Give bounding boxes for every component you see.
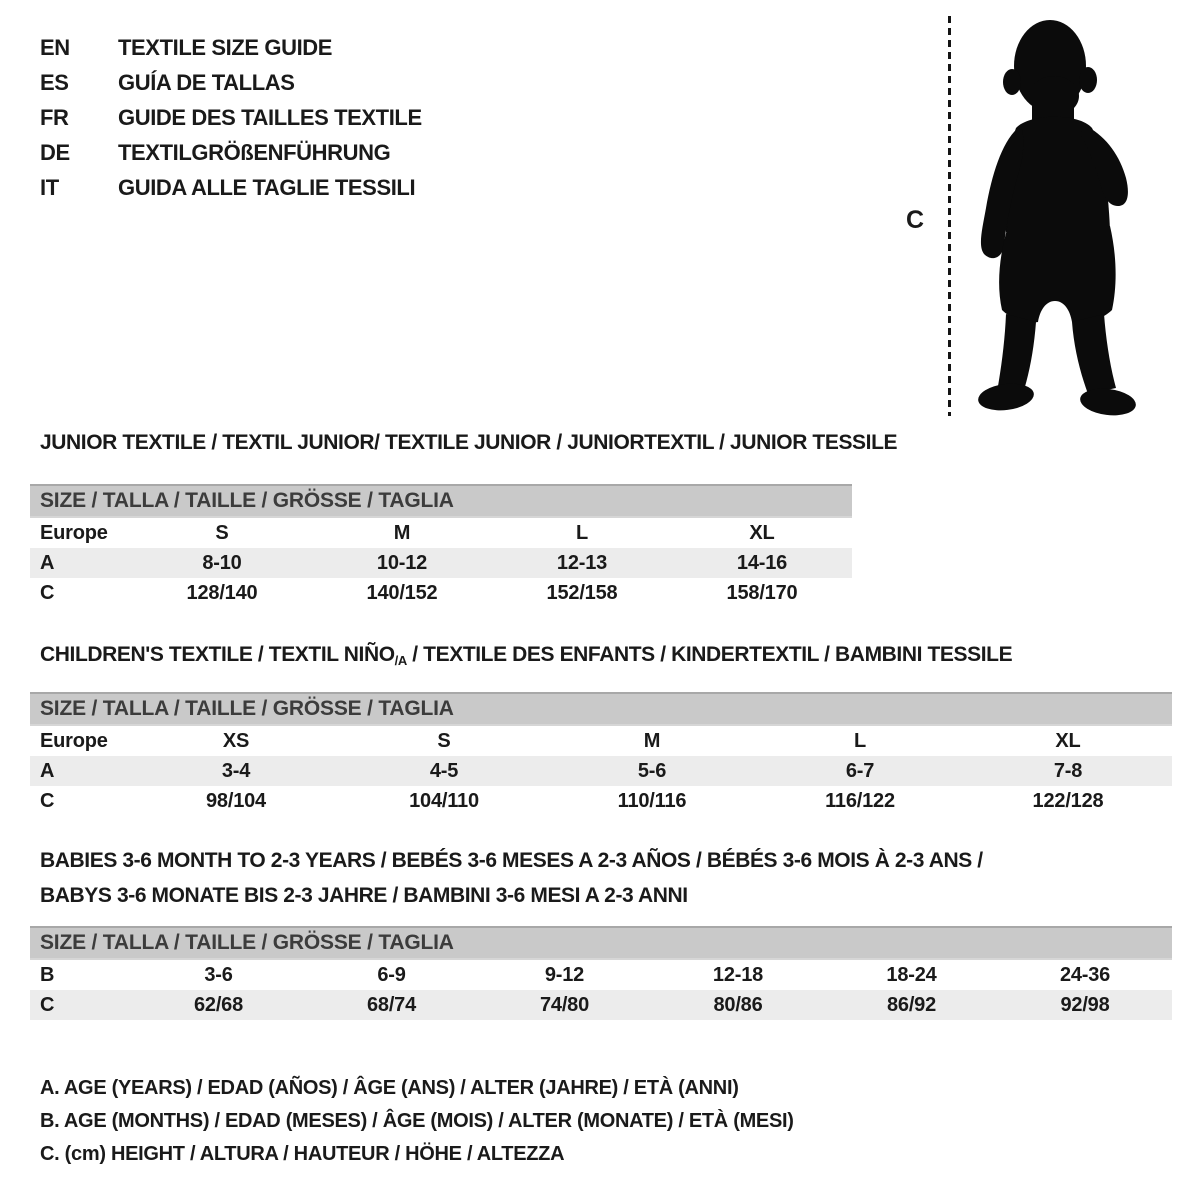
children-title-main: CHILDREN'S TEXTILE / TEXTIL NIÑO <box>40 643 395 666</box>
language-row <box>40 65 422 100</box>
junior-section-title: JUNIOR TEXTILE / TEXTIL JUNIOR/ TEXTILE JUNIOR / JUNIORTEXTIL / JUNIOR TESSILE <box>40 431 898 454</box>
size-cell: 14-16 <box>672 548 852 578</box>
size-cell: 18-24 <box>886 963 937 986</box>
table-row-height <box>30 578 852 608</box>
language-code: EN <box>40 34 70 60</box>
size-cell: 24-36 <box>1059 963 1111 986</box>
row-label: Europe <box>40 521 108 544</box>
size-cell: 152/158 <box>546 581 618 604</box>
size-cell: 10-12 <box>312 548 492 578</box>
language-title: GUÍA DE TALLAS <box>118 69 295 95</box>
junior-size-table <box>30 484 852 608</box>
children-section-title <box>40 643 1012 668</box>
row-label: A <box>30 548 132 578</box>
toddler-silhouette-icon <box>966 16 1138 418</box>
language-code: IT <box>40 174 59 200</box>
language-title: TEXTILE SIZE GUIDE <box>118 34 333 60</box>
size-cell: 74/80 <box>478 990 651 1020</box>
size-cell: 8-10 <box>132 548 312 578</box>
size-cell: XS <box>222 729 250 752</box>
language-title: GUIDA ALLE TAGLIE TESSILI <box>118 174 416 200</box>
size-cell: 12-18 <box>712 963 764 986</box>
size-header-label: SIZE / TALLA / TAILLE / GRÖSSE / TAGLIA <box>30 927 1172 959</box>
size-cell: 3-6 <box>204 963 233 986</box>
footnote-c: C. (cm) HEIGHT / ALTURA / HAUTEUR / HÖHE / ALTEZZA <box>40 1143 565 1165</box>
size-cell: 3-4 <box>132 756 340 786</box>
babies-size-table <box>30 926 1172 1020</box>
table-row-height <box>30 786 1172 816</box>
size-cell: 4-5 <box>340 756 548 786</box>
measure-label-c: C <box>906 206 925 234</box>
table-row-height <box>30 990 1172 1020</box>
size-cell: XL <box>1055 729 1081 752</box>
size-cell: 6-9 <box>377 963 406 986</box>
size-header-label: SIZE / TALLA / TAILLE / GRÖSSE / TAGLIA <box>30 485 852 517</box>
language-code: DE <box>40 139 70 165</box>
babies-section-title-line2: BABYS 3-6 MONATE BIS 2-3 JAHRE / BAMBINI 3-6 MESI A 2-3 ANNI <box>40 884 688 907</box>
footnotes-block <box>40 1072 794 1171</box>
footnote-a: A. AGE (YEARS) / EDAD (AÑOS) / ÂGE (ANS) / ALTER (JAHRE) / ETÀ (ANNI) <box>40 1077 739 1099</box>
size-cell: 9-12 <box>544 963 585 986</box>
children-title-rest: / TEXTILE DES ENFANTS / KINDERTEXTIL / BAMBINI TESSILE <box>406 643 1013 666</box>
language-title-block <box>40 30 422 205</box>
size-cell: 62/68 <box>132 990 305 1020</box>
children-title-subscript: /A <box>394 653 407 668</box>
height-measure-dashed-line <box>948 16 951 416</box>
table-row-age <box>30 756 1172 786</box>
size-cell: 80/86 <box>651 990 825 1020</box>
size-cell: S <box>437 729 451 752</box>
size-cell: 7-8 <box>964 756 1172 786</box>
language-row <box>40 135 422 170</box>
row-label: C <box>30 990 132 1020</box>
language-code: FR <box>40 104 69 130</box>
size-cell: 140/152 <box>366 581 438 604</box>
size-cell: L <box>575 521 589 544</box>
size-cell: 86/92 <box>825 990 998 1020</box>
size-cell: 122/128 <box>1032 789 1104 812</box>
row-label: C <box>40 581 55 604</box>
language-row <box>40 170 422 205</box>
footnote-b: B. AGE (MONTHS) / EDAD (MESES) / ÂGE (MOIS) / ALTER (MONATE) / ETÀ (MESI) <box>40 1110 794 1132</box>
language-row <box>40 30 422 65</box>
language-row <box>40 100 422 135</box>
size-cell: 6-7 <box>756 756 964 786</box>
size-cell: S <box>215 521 229 544</box>
row-label: A <box>30 756 132 786</box>
table-row-months <box>30 959 1172 990</box>
size-cell: 128/140 <box>186 581 258 604</box>
size-header-band <box>30 693 1172 725</box>
size-cell: M <box>393 521 411 544</box>
size-header-band <box>30 485 852 517</box>
size-cell: 12-13 <box>492 548 672 578</box>
size-header-band <box>30 927 1172 959</box>
language-code: ES <box>40 69 69 95</box>
size-cell: M <box>643 729 661 752</box>
size-cell: 68/74 <box>305 990 478 1020</box>
size-cell: 116/122 <box>825 789 895 812</box>
table-row-age <box>30 548 852 578</box>
size-cell: 5-6 <box>548 756 756 786</box>
row-label: B <box>40 963 55 986</box>
language-title: TEXTILGRÖßENFÜHRUNG <box>118 139 391 165</box>
size-header-label: SIZE / TALLA / TAILLE / GRÖSSE / TAGLIA <box>30 693 1172 725</box>
babies-section-title-line1: BABIES 3-6 MONTH TO 2-3 YEARS / BEBÉS 3-6 MESES A 2-3 AÑOS / BÉBÉS 3-6 MOIS À 2-3 ANS / <box>40 849 983 872</box>
size-cell: 98/104 <box>206 789 266 812</box>
size-cell: 158/170 <box>726 581 798 604</box>
size-cell: 110/116 <box>617 789 687 812</box>
language-title: GUIDE DES TAILLES TEXTILE <box>118 104 422 130</box>
table-row-europe <box>30 517 852 548</box>
size-cell: L <box>853 729 867 752</box>
size-cell: XL <box>749 521 775 544</box>
row-label: C <box>40 789 55 812</box>
row-label: Europe <box>40 729 108 752</box>
size-cell: 104/110 <box>409 789 479 812</box>
children-size-table <box>30 692 1172 816</box>
size-cell: 92/98 <box>998 990 1172 1020</box>
table-row-europe <box>30 725 1172 756</box>
